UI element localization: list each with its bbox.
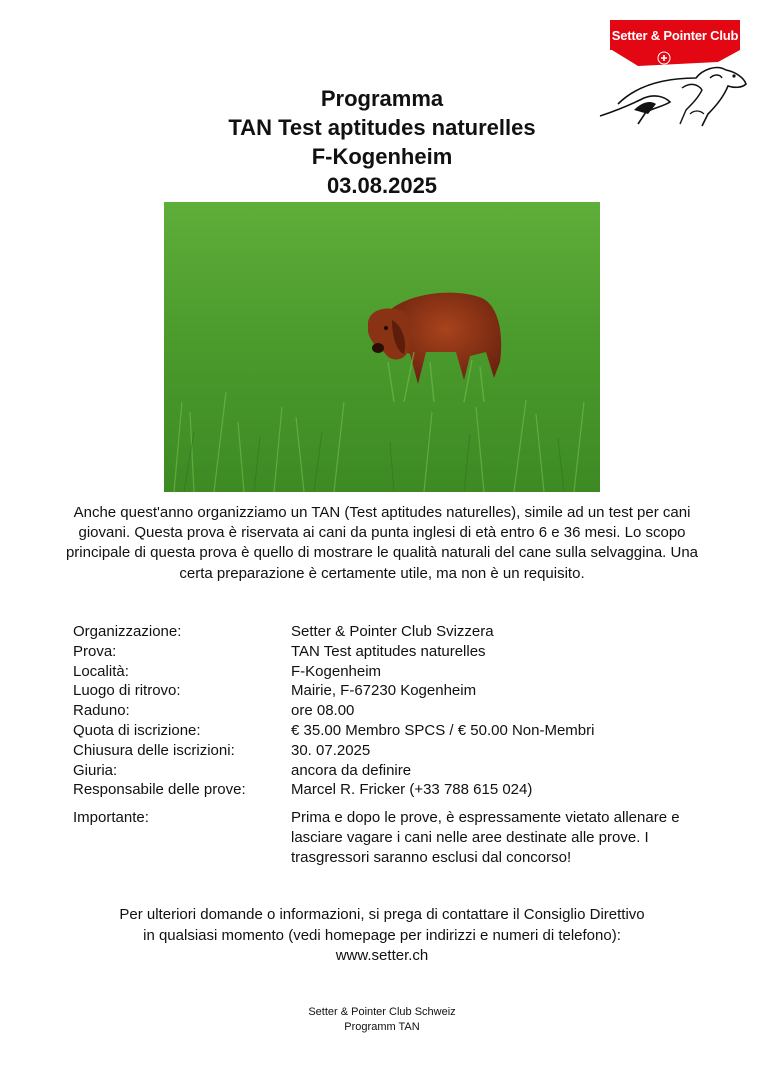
contact-line-2: in qualsiasi momento (vedi homepage per indirizzi e numeri di telefono): (143, 926, 621, 944)
detail-label: Raduno: (73, 702, 130, 720)
detail-row-luogo-di-ritrovo (73, 681, 713, 701)
website-link[interactable]: www.setter.ch (335, 947, 429, 964)
detail-value: € 35.00 Membro SPCS / € 50.00 Non-Membri (291, 721, 595, 739)
intro-paragraph: Anche quest'anno organizziamo un TAN (Test aptitudes naturelles), simile ad un test per cani giovani. Questa prova è riservata ai cani da punta inglesi di età entro 6 e 36 mesi. Lo scopo principale di questa prova è quello di mostrare le qualità naturali del cane sulla selvaggina. Una certa preparazione è certamente utile, ma non è un requisito. (65, 504, 699, 582)
contact-line-1: Per ulteriori domande o informazioni, si prega di contattare il Consiglio Direttivo (119, 906, 645, 923)
important-text: Prima e dopo le prove, è espressamente vietato allenare e lasciare vagare i cani nelle aree destinate alle prove. I trasgressori saranno esclusi dal concorso! (291, 809, 680, 866)
detail-row-raduno (73, 701, 713, 721)
detail-value: 30. 07.2025 (291, 741, 371, 759)
detail-row-localita (73, 662, 713, 682)
page-title (0, 84, 764, 200)
detail-label: Responsabile delle prove: (73, 781, 246, 799)
footer-club-name: Setter & Pointer Club Schweiz (308, 1006, 456, 1018)
detail-value: Marcel R. Fricker (+33 788 615 024) (291, 781, 533, 799)
event-details (73, 622, 713, 868)
detail-label: Prova: (73, 642, 117, 660)
detail-row-quota (73, 721, 713, 741)
detail-row-organizzazione (73, 622, 713, 642)
detail-value: TAN Test aptitudes naturelles (291, 642, 486, 660)
detail-label: Organizzazione: (73, 623, 182, 640)
detail-row-chiusura (73, 741, 713, 761)
detail-row-importante (73, 808, 713, 867)
page-footer (0, 1005, 764, 1034)
detail-label: Luogo di ritrovo: (73, 682, 181, 700)
footer-doc-name: Programm TAN (344, 1020, 420, 1033)
contact-info (40, 905, 724, 967)
title-line-date: 03.08.2025 (326, 173, 438, 198)
detail-label: Località: (73, 662, 129, 680)
detail-label: Chiusura delle iscrizioni: (73, 741, 235, 759)
detail-label: Giuria: (73, 761, 118, 779)
detail-label: Quota di iscrizione: (73, 721, 201, 739)
important-label: Importante: (73, 809, 149, 827)
detail-row-responsabile (73, 780, 713, 800)
title-line-event: TAN Test aptitudes naturelles (228, 115, 536, 140)
detail-value: Setter & Pointer Club Svizzera (291, 623, 494, 640)
detail-value: ore 08.00 (291, 702, 355, 720)
dog-in-grass-photo (164, 202, 600, 492)
logo-banner: Setter & Pointer Club (610, 20, 740, 50)
detail-value: Mairie, F-67230 Kogenheim (291, 682, 477, 700)
detail-value: ancora da definire (291, 761, 412, 779)
title-line-programma: Programma (320, 86, 444, 111)
detail-value: F-Kogenheim (291, 662, 382, 680)
detail-row-prova (73, 642, 713, 662)
title-line-location: F-Kogenheim (311, 144, 453, 169)
detail-row-giuria (73, 761, 713, 781)
